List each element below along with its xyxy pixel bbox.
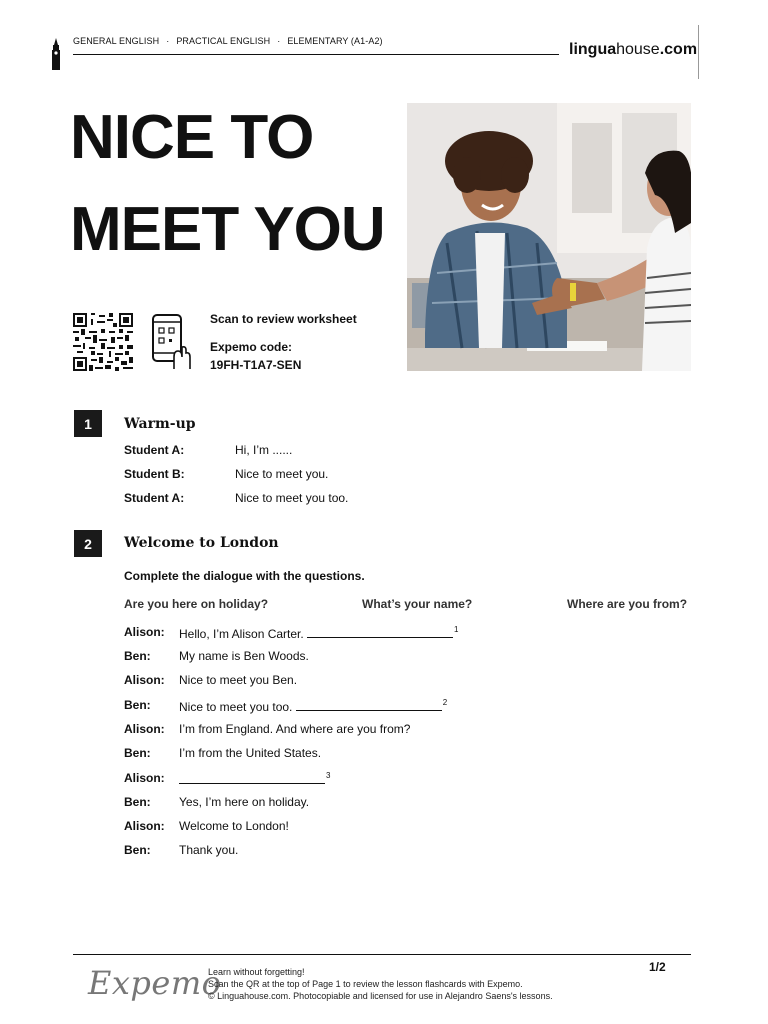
question-option: What’s your name?: [362, 597, 473, 611]
speaker-label: Ben:: [124, 746, 151, 760]
dialogue-line: Yes, I’m here on holiday.: [179, 795, 310, 809]
breadcrumb-item: GENERAL ENGLISH: [73, 36, 160, 46]
speaker-label: Student A:: [124, 491, 185, 505]
qr-code-icon: [73, 313, 133, 371]
footer-copyright: © Linguahouse.com. Photocopiable and licensed for use in Alejandro Saens's lessons.: [208, 991, 553, 1001]
gap-number: 2: [442, 698, 448, 707]
footer-instruction: Scan the QR at the top of Page 1 to review the lesson flashcards with Expemo.: [208, 979, 523, 989]
speaker-label: Student B:: [124, 467, 185, 481]
speaker-label: Alison:: [124, 722, 165, 736]
expemo-logo: Expemo: [88, 964, 222, 1002]
brand-logo: linguahouse.com: [569, 41, 698, 58]
footer-tagline: Learn without forgetting!: [208, 967, 305, 977]
dialogue-line: Nice to meet you too.: [235, 491, 349, 505]
speaker-label: Alison:: [124, 771, 165, 785]
dialogue-line: [179, 771, 330, 787]
question-option: Where are you from?: [567, 597, 688, 611]
footer-divider: [73, 954, 691, 955]
gap-number: 3: [326, 771, 331, 780]
section-number: 2: [74, 530, 102, 557]
dialogue-line: Welcome to London!: [179, 819, 289, 833]
phone-scan-icon: [150, 313, 192, 371]
speaker-label: Alison:: [124, 673, 165, 687]
section-number: 1: [74, 410, 102, 437]
dialogue-line: My name is Ben Woods.: [179, 649, 309, 663]
dialogue-line: Nice to meet you Ben.: [179, 673, 298, 687]
breadcrumb-item: PRACTICAL ENGLISH: [176, 36, 271, 46]
answer-blank[interactable]: [307, 625, 453, 638]
page-number: 1/2: [649, 960, 666, 974]
dialogue-line: I’m from the United States.: [179, 746, 322, 760]
breadcrumb-separator: ·: [277, 36, 281, 46]
exercise-instruction: Complete the dialogue with the questions.: [124, 569, 365, 583]
dialogue-line: Hello, I’m Alison Carter. $^1$: [179, 625, 459, 641]
expemo-code: 19FH-T1A7-SEN: [210, 358, 302, 372]
breadcrumb-item: ELEMENTARY (A1-A2): [287, 36, 383, 46]
dialogue-line: Nice to meet you too. $^2$: [179, 698, 448, 714]
breadcrumb: [73, 36, 383, 46]
dialogue-line: Thank you.: [179, 843, 239, 857]
gap-number: 1: [454, 625, 459, 634]
speaker-label: Alison:: [124, 625, 165, 639]
footer-text: [208, 966, 553, 1002]
expemo-code-label: Expemo code:: [210, 340, 293, 354]
scan-label: Scan to review worksheet: [210, 312, 357, 326]
speaker-label: Ben:: [124, 795, 151, 809]
header-divider: [73, 54, 559, 55]
answer-blank[interactable]: [296, 698, 442, 711]
dialogue-line: Hi, I’m ......: [235, 443, 293, 457]
speaker-label: Ben:: [124, 698, 151, 712]
handshake-photo: [407, 103, 691, 371]
section-title: Welcome to London: [124, 535, 279, 551]
dialogue-line: I’m from England. And where are you from?: [179, 722, 411, 736]
section-title: Warm-up: [124, 416, 196, 432]
speaker-label: Ben:: [124, 649, 151, 663]
big-ben-icon: [50, 38, 62, 70]
speaker-label: Ben:: [124, 843, 151, 857]
speaker-label: Student A:: [124, 443, 185, 457]
header-edge-line: [698, 25, 699, 79]
breadcrumb-separator: ·: [166, 36, 170, 46]
speaker-label: Alison:: [124, 819, 165, 833]
answer-blank[interactable]: [179, 771, 325, 784]
question-option: Are you here on holiday?: [124, 597, 269, 611]
page-title: NICE TO MEET YOU: [70, 103, 385, 264]
dialogue-line: Nice to meet you.: [235, 467, 329, 481]
